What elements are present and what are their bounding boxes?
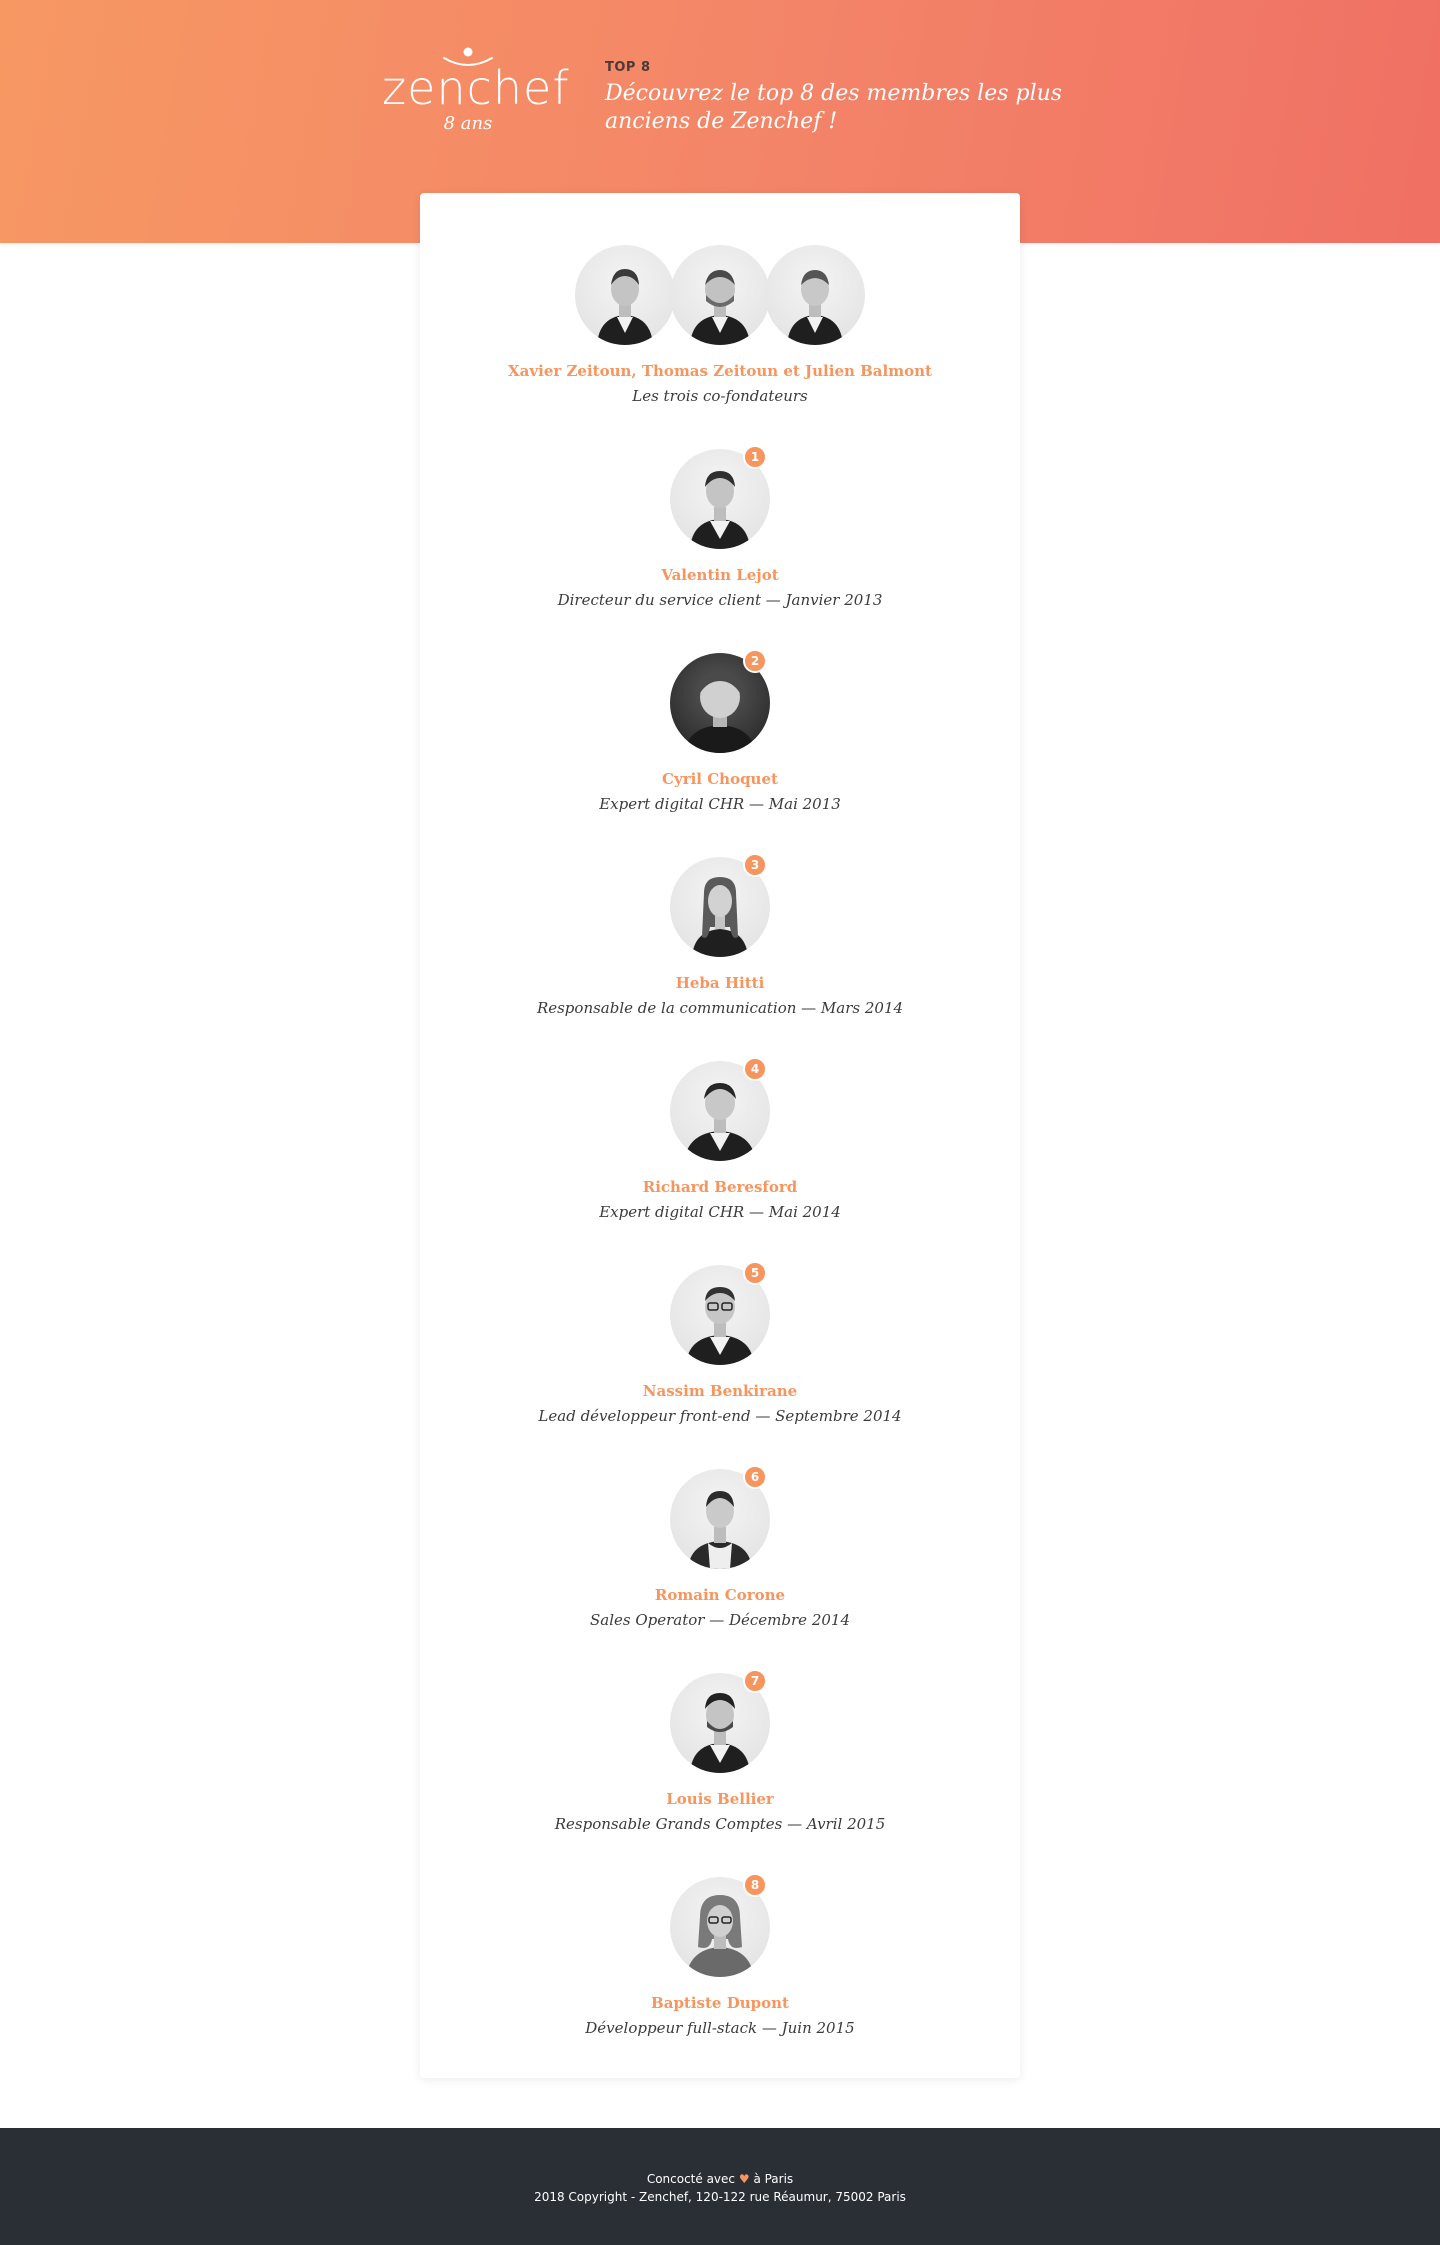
intro-title: Découvrez le top 8 des membres les plus anciens de Zenchef ! <box>605 81 1063 134</box>
rank-badge: 4 <box>743 1057 767 1081</box>
member-role: Sales Operator — Décembre 2014 <box>589 1611 850 1629</box>
member-entry <box>420 1877 1020 2057</box>
members-card <box>420 193 1020 2078</box>
member-name: Richard Beresford <box>642 1178 798 1196</box>
member-name: Nassim Benkirane <box>642 1382 798 1400</box>
member-entry <box>420 653 1020 833</box>
member-role: Expert digital CHR — Mai 2014 <box>599 1203 841 1221</box>
person-photo-icon <box>575 245 675 345</box>
member-photo-wrap <box>420 653 1020 753</box>
member-photo-wrap <box>420 449 1020 549</box>
member-role: Responsable de la communication — Mars 2014 <box>536 999 904 1017</box>
rank-badge: 7 <box>743 1669 767 1693</box>
member-name: Romain Corone <box>654 1586 786 1604</box>
member-entry <box>420 1469 1020 1649</box>
rank-badge: 5 <box>743 1261 767 1285</box>
member-role: Expert digital CHR — Mai 2013 <box>599 795 841 813</box>
heart-icon: ♥ <box>738 2172 750 2186</box>
rank-badge: 8 <box>743 1873 767 1897</box>
avatar <box>575 245 675 345</box>
member-photo-wrap <box>420 857 1020 957</box>
zenchef-logo[interactable] <box>382 46 570 146</box>
member-photo-wrap <box>420 1673 1020 1773</box>
avatar <box>765 245 865 345</box>
rank-badge: 1 <box>743 445 767 469</box>
member-name: Cyril Choquet <box>662 770 778 788</box>
member-photo-wrap <box>420 1265 1020 1365</box>
member-role: Les trois co-fondateurs <box>632 387 808 405</box>
member-entry <box>420 1673 1020 1853</box>
member-name: Heba Hitti <box>675 974 765 992</box>
founders-entry <box>420 245 1020 425</box>
footer <box>0 2128 1440 2245</box>
intro-eyebrow: TOP 8 <box>605 60 651 75</box>
rank-badge: 6 <box>743 1465 767 1489</box>
footer-made-suffix: à Paris <box>753 2172 794 2186</box>
person-photo-icon <box>670 245 770 345</box>
member-entry <box>420 1061 1020 1241</box>
member-photo-wrap <box>420 1877 1020 1977</box>
member-entry <box>420 857 1020 1037</box>
avatar <box>670 245 770 345</box>
member-name: Louis Bellier <box>666 1790 774 1808</box>
member-photo-wrap <box>420 1061 1020 1161</box>
footer-copyright: 2018 Copyright - Zenchef, 120-122 rue Réaumur, 75002 Paris <box>534 2190 906 2204</box>
member-role: Développeur full-stack — Juin 2015 <box>585 2019 855 2037</box>
logo-anniversary: 8 ans <box>443 113 493 134</box>
intro-block <box>605 60 1065 136</box>
rank-badge: 2 <box>743 649 767 673</box>
member-photo-wrap <box>420 1469 1020 1569</box>
member-name: Valentin Lejot <box>661 566 779 584</box>
member-role: Responsable Grands Comptes — Avril 2015 <box>554 1815 886 1833</box>
founders-photos <box>420 245 1020 345</box>
member-entry <box>420 449 1020 629</box>
footer-made-with <box>0 2170 1440 2188</box>
member-name: Xavier Zeitoun, Thomas Zeitoun et Julien Balmont <box>508 362 932 380</box>
member-role: Directeur du service client — Janvier 2013 <box>557 591 883 609</box>
rank-badge: 3 <box>743 853 767 877</box>
member-entry <box>420 1265 1020 1445</box>
person-photo-icon <box>765 245 865 345</box>
footer-made-prefix: Concocté avec <box>646 2172 736 2186</box>
logo-wordmark: zenchef <box>382 61 570 115</box>
member-name: Baptiste Dupont <box>651 1994 789 2012</box>
member-role: Lead développeur front-end — Septembre 2014 <box>538 1407 902 1425</box>
